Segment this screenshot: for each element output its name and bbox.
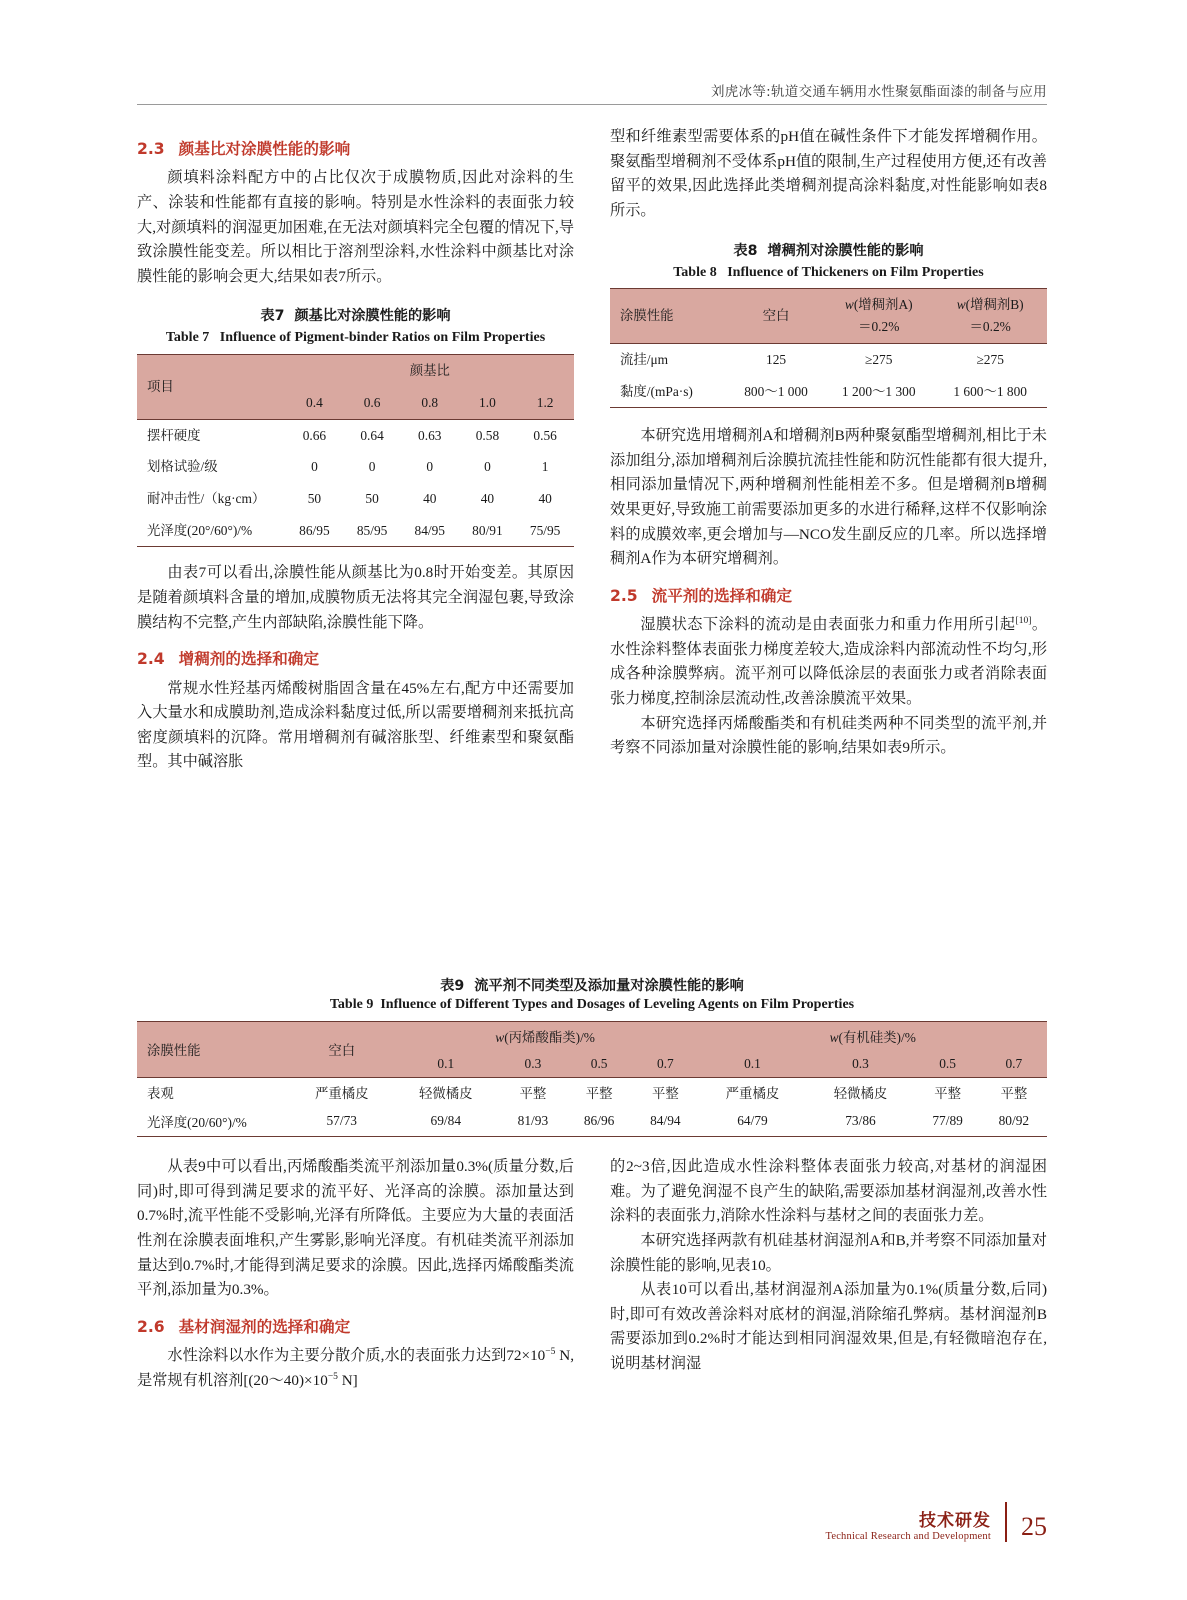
table-9-label-en: Table 9 — [329, 997, 374, 1012]
table-8-title-cn: 增稠剂对涂膜性能的影响 — [767, 242, 924, 259]
table-8-row-1-name: 黏度/(mPa·s) — [620, 383, 693, 399]
paragraph-2-5-result: 从表9中可以看出,丙烯酸酯类流平剂添加量0.3%(质量分数,后同)时,即可得到满足要求的流平好、光泽高的涂膜。添加量达到0.7%时,流平性能不受影响,光泽有所降低。主要应为大量的表面活性剂在涂膜表面堆积,产生雾影,影响光泽度。有机硅类流平剂添加量达到0.7%时,才能得到满足要求的涂膜。因此,选择丙烯酸酯类流平剂,添加量为0.3%。 — [137, 1158, 574, 1299]
section-title: 基材润湿剂的选择和确定 — [178, 1317, 351, 1336]
paragraph-2-6-intro: 水性涂料以水作为主要分散介质,水的表面张力达到$72\times 10^{-5}$ N,是常规有机溶剂[$(20\sim 40)\times 10^{-5}$ N] — [137, 1346, 574, 1389]
table-7-label-en: Table 7 — [165, 330, 210, 346]
table-8-label-en: Table 8 — [673, 264, 717, 280]
table-7-cell-2-0: 50 — [307, 491, 322, 507]
table-7-group-header: 颜基比 — [286, 355, 574, 387]
table-9-dosage1-1: 0.3 — [500, 1051, 566, 1078]
table-7-title-en: Influence of Pigment-binder Ratios on Film Properties — [219, 330, 546, 346]
table-9-cell-0-a0: 轻微橘皮 — [419, 1085, 473, 1101]
table-7-cell-3-0: 86/95 — [299, 522, 330, 538]
table-9-caption-en — [137, 996, 1047, 1015]
table-row — [610, 343, 1047, 375]
table-9-cell-0-s3: 平整 — [1000, 1085, 1028, 1101]
table-8-cell-1-1: 1 200～1 300 — [841, 383, 916, 399]
table-9-cell-0-s0: 严重橘皮 — [725, 1085, 780, 1101]
table-9-col-header-blank: 空白 — [292, 1021, 392, 1077]
page-footer — [825, 1502, 1047, 1542]
section-number: 2.4 — [137, 650, 165, 669]
table-7-label-cn: 表7 — [260, 308, 285, 325]
table-7-caption-en — [137, 329, 574, 348]
table-9-cell-0-s2: 平整 — [934, 1085, 961, 1101]
table-9-row-1-blank: 57/73 — [326, 1113, 357, 1129]
table-7-ratio-4: 1.2 — [516, 387, 574, 419]
table-8-cell-1-0: 800～1 000 — [744, 383, 808, 399]
table-9-dosage2-3: 0.7 — [981, 1051, 1047, 1078]
table-7-col-header-item: 项目 — [137, 355, 286, 419]
table-7-cell-2-2: 40 — [423, 491, 437, 507]
table-9-header-row-1 — [137, 1021, 1047, 1051]
table-7 — [137, 354, 574, 547]
table-row — [137, 1077, 1047, 1107]
table-7-row-0-name: 摆杆硬度 — [147, 427, 201, 443]
paragraph-2-3-result: 由表7可以看出,涂膜性能从颜基比为0.8时开始变差。其原因是随着颜填料含量的增加,成膜物质无法将其完全润湿包裹,导致涂膜结构不完整,产生内部缺陷,涂膜性能下降。 — [137, 564, 574, 631]
table-7-block — [137, 305, 574, 547]
table-9-cell-1-s0: 64/79 — [737, 1113, 768, 1129]
table-9-cell-1-a1: 81/93 — [517, 1113, 549, 1129]
table-9-group-header-silicone: w(有机硅类)/% — [698, 1021, 1047, 1051]
table-8-col-header-3: w(增稠剂B) ＝0.2% — [933, 289, 1047, 343]
table-8-header-row — [610, 289, 1047, 343]
table-9-dosage1-0: 0.1 — [392, 1051, 500, 1078]
table-9-dosage2-1: 0.3 — [806, 1051, 914, 1078]
table-9-row-0-blank: 严重橘皮 — [314, 1085, 369, 1101]
table-9-cell-1-s3: 80/92 — [998, 1113, 1030, 1129]
footer-text — [825, 1506, 991, 1542]
table-8-caption-cn — [610, 240, 1047, 263]
table-7-cell-2-1: 50 — [365, 491, 379, 507]
table-7-cell-1-4: 1 — [541, 459, 549, 475]
table-9-cell-0-s1: 轻微橘皮 — [833, 1085, 888, 1101]
section-heading-2-4 — [137, 647, 574, 672]
right-column — [610, 125, 1047, 761]
table-row — [137, 483, 574, 515]
table-7-row-1-name: 划格试验/级 — [147, 459, 218, 475]
table-7-row-3-name: 光泽度(20°/60°)/% — [147, 522, 253, 538]
table-9-dosage2-2: 0.5 — [914, 1051, 980, 1078]
table-7-header-row-1 — [137, 355, 574, 387]
table-8-col-header-1: 空白 — [728, 289, 824, 343]
paragraph-2-4-cont: 型和纤维素型需要体系的pH值在碱性条件下才能发挥增稠作用。聚氨酯型增稠剂不受体系pH值的限制,生产过程使用方便,还有改善留平的效果,因此选择此类增稠剂提高涂料黏度,对性能影响如表8所示。 — [610, 128, 1047, 219]
table-7-cell-1-2: 0 — [426, 459, 434, 475]
table-8-caption-en — [610, 264, 1047, 283]
table-8-cell-0-0: 125 — [766, 351, 787, 367]
table-7-cell-3-4: 75/95 — [529, 522, 561, 538]
paragraph-2-5-method: 本研究选择丙烯酸酯类和有机硅类两种不同类型的流平剂,并考察不同添加量对涂膜性能的影响,结果如表9所示。 — [610, 714, 1047, 757]
section-title: 流平剂的选择和确定 — [651, 586, 792, 605]
table-9-cell-0-a3: 平整 — [651, 1085, 679, 1101]
table-9-cell-1-a0: 69/84 — [430, 1113, 462, 1129]
table-row — [137, 419, 574, 451]
table-7-cell-3-2: 84/95 — [414, 522, 446, 538]
table-8-col-header-0: 涂膜性能 — [610, 289, 728, 343]
page-number: 25 — [1021, 1512, 1047, 1541]
table-8-block — [610, 240, 1047, 409]
table-8-label-cn: 表8 — [733, 242, 758, 259]
table-7-title-cn: 颜基比对涂膜性能的影响 — [294, 308, 451, 325]
table-7-cell-3-1: 85/95 — [356, 522, 388, 538]
table-9-dosage1-2: 0.5 — [566, 1051, 632, 1078]
table-8-row-0-name: 流挂/μm — [620, 351, 669, 367]
table-9 — [137, 1021, 1047, 1137]
table-9-dosage2-0: 0.1 — [698, 1051, 806, 1078]
paragraph-2-5-intro: 湿膜状态下涂料的流动是由表面张力和重力作用所引起[10]。水性涂料整体表面张力梯度差较大,造成涂料内部流动性不均匀,形成各种涂膜弊病。流平剂可以降低涂层的表面张力或者消除表面张力梯度,控制涂层流动性,改善涂膜流平效果。 — [610, 616, 1048, 708]
footer-divider — [1005, 1502, 1007, 1542]
table-9-label-cn: 表9 — [440, 978, 465, 994]
table-7-cell-0-2: 0.63 — [418, 427, 442, 443]
paragraph-2-3-intro: 颜填料涂料配方中的占比仅次于成膜物质,因此对涂料的生产、涂装和性能都有直接的影响。特别是水性涂料的表面张力较大,对颜填料的润湿更加困难,在无法对颜填料完全包覆的情况下,导致涂膜性能变差。所以相比于溶剂型涂料,水性涂料中颜基比对涂膜性能的影响会更大,结果如表7所示。 — [137, 169, 574, 285]
table-8-cell-0-1: ≥275 — [865, 351, 893, 367]
table-9-cell-1-a3: 84/94 — [650, 1113, 681, 1129]
section-title: 颜基比对涂膜性能的影响 — [178, 140, 351, 158]
table-row — [610, 376, 1047, 408]
table-row — [137, 451, 574, 483]
table-7-cell-0-4: 0.56 — [533, 427, 557, 443]
table-9-cell-0-a1: 平整 — [519, 1085, 547, 1101]
section-heading-2-3 — [137, 137, 574, 162]
table-9-dosage1-3: 0.7 — [632, 1051, 698, 1078]
left-column — [137, 125, 574, 775]
bottom-right-column — [610, 1155, 1047, 1377]
table-9-row-0-name: 表观 — [147, 1085, 174, 1101]
footer-section-en: Technical Research and Development — [825, 1531, 991, 1542]
table-9-title-cn: 流平剂不同类型及添加量对涂膜性能的影响 — [474, 978, 744, 994]
footer-section-cn: 技术研发 — [919, 1511, 991, 1531]
section-title: 增稠剂的选择和确定 — [178, 650, 319, 669]
table-9-caption-cn — [137, 975, 1047, 995]
section-number: 2.6 — [137, 1317, 165, 1336]
paragraph-2-4-intro: 常规水性羟基丙烯酸树脂固含量在45%左右,配方中还需要加入大量水和成膜助剂,造成涂料黏度过低,所以需要增稠剂来抵抗高密度颜填料的沉降。常用增稠剂有碱溶胀型、纤维素型和聚氨酯型。其中碱溶胀 — [137, 679, 574, 771]
table-9-title-en: Influence of Different Types and Dosages of Leveling Agents on Film Properties — [380, 997, 855, 1012]
header-divider — [137, 104, 1047, 105]
table-7-cell-0-3: 0.58 — [475, 427, 500, 443]
table-9-cell-0-a2: 平整 — [585, 1085, 613, 1101]
table-7-cell-2-3: 40 — [480, 491, 495, 507]
table-7-ratio-3: 1.0 — [459, 387, 517, 419]
table-9-cell-1-s2: 77/89 — [932, 1113, 963, 1129]
paragraph-2-6-result: 从表10可以看出,基材润湿剂A添加量为0.1%(质量分数,后同)时,即可有效改善涂料对底材的润湿,消除缩孔弊病。基材润湿剂B需要添加到0.2%时才能达到相同润湿效果,但是,有轻微暗泡存在,说明基材润湿 — [610, 1281, 1047, 1372]
section-heading-2-5 — [610, 584, 1047, 609]
table-9-block — [137, 975, 1047, 1137]
table-9-group-header-acrylate: w(丙烯酸酯类)/% — [392, 1021, 699, 1051]
paragraph-2-6-cont: 的2~3倍,因此造成水性涂料整体表面张力较高,对基材的润湿困难。为了避免润湿不良产生的缺陷,需要添加基材润湿剂,改善水性涂料的表面张力,消除水性涂料与基材之间的表面张力差。 — [610, 1158, 1047, 1225]
table-7-cell-2-4: 40 — [538, 491, 552, 507]
section-heading-2-6 — [137, 1315, 574, 1340]
paragraph-2-6-method: 本研究选择两款有机硅基材润湿剂A和B,并考察不同添加量对涂膜性能的影响,见表10。 — [610, 1231, 1047, 1274]
table-7-cell-1-3: 0 — [484, 459, 491, 475]
table-7-cell-1-0: 0 — [311, 459, 318, 475]
running-header: 刘虎冰等:轨道交通车辆用水性聚氨酯面漆的制备与应用 — [710, 84, 1047, 100]
table-9-cell-1-a2: 86/96 — [583, 1113, 615, 1129]
table-7-ratio-0: 0.4 — [286, 387, 344, 419]
section-number: 2.5 — [610, 586, 638, 605]
table-8-col-header-2: w(增稠剂A) ＝0.2% — [824, 289, 933, 343]
table-7-cell-1-1: 0 — [368, 459, 376, 475]
bottom-left-column — [137, 1155, 574, 1393]
table-row — [137, 1107, 1047, 1137]
table-7-cell-3-3: 80/91 — [472, 522, 503, 538]
table-9-col-header-property: 涂膜性能 — [137, 1021, 292, 1077]
table-7-cell-0-0: 0.66 — [302, 427, 327, 443]
table-7-row-2-name: 耐冲击性/（kg·cm） — [147, 491, 266, 507]
table-8 — [610, 288, 1047, 408]
table-7-ratio-2: 0.8 — [401, 387, 459, 419]
table-8-title-en: Influence of Thickeners on Film Properties — [727, 264, 984, 280]
table-9-cell-1-s1: 73/86 — [845, 1113, 876, 1129]
table-8-cell-1-2: 1 600～1 800 — [953, 383, 1027, 399]
table-row — [137, 515, 574, 547]
section-number: 2.3 — [137, 140, 165, 158]
table-9-row-1-name: 光泽度(20/60°)/% — [147, 1114, 247, 1130]
table-7-caption-cn — [137, 305, 574, 328]
table-7-ratio-1: 0.6 — [343, 387, 401, 419]
paragraph-2-4-discussion: 本研究选用增稠剂A和增稠剂B两种聚氨酯型增稠剂,相比于未添加组分,添加增稠剂后涂膜抗流挂性能和防沉性能都有很大提升,相同添加量情况下,两种增稠剂性能相差不多。但是增稠剂B增稠效果更好,导致施工前需要添加更多的水进行稀释,这样不仅影响涂料的成膜效率,更会增加与—NCO发生副反应的几率。所以选择增稠剂A作为本研究增稠剂。 — [610, 427, 1047, 568]
table-7-cell-0-1: 0.64 — [360, 427, 384, 443]
table-8-cell-0-2: ≥275 — [976, 351, 1004, 367]
